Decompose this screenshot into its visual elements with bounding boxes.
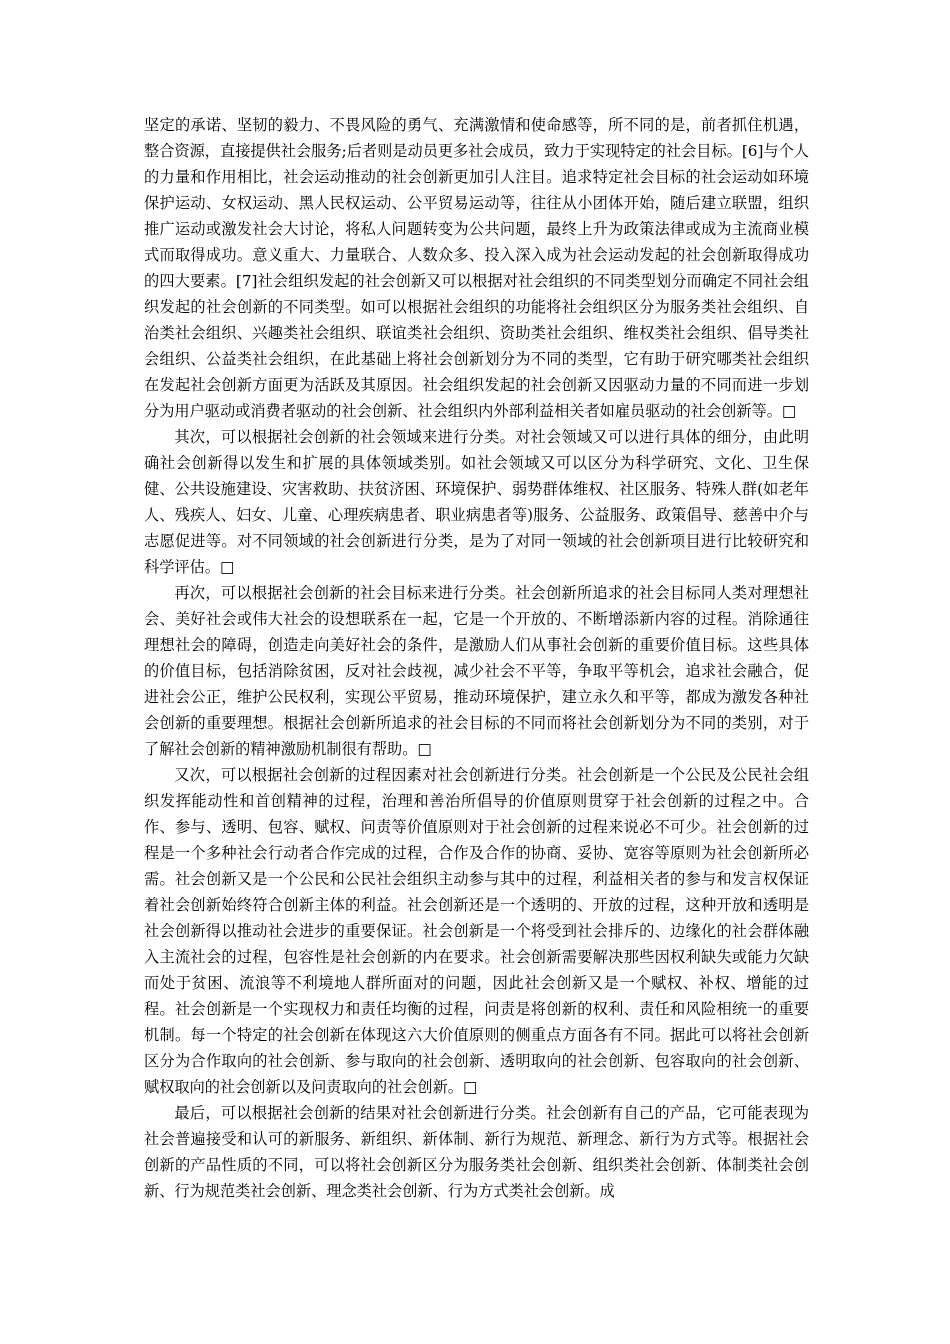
paragraph-2: 其次，可以根据社会创新的社会领域来进行分类。对社会领域又可以进行具体的细分，由此明确社会创新得以发生和扩展的具体领域类别。如社会领域又可以区分为科学研究、文化、卫生保健、公共设施建设、灾害救助、扶贫济困、环境保护、弱势群体维权、社区服务、特殊人群(如老年人、残疾人、妇女、儿童、心理疾病患者、职业病患者等)服务、公益服务、政策倡导、慈善中介与志愿促进等。对不同领域的社会创新进行分类，是为了对同一领域的社会创新项目进行比较研究和科学评估。□ xyxy=(144,428,809,576)
paragraph-4: 又次，可以根据社会创新的过程因素对社会创新进行分类。社会创新是一个公民及公民社会组织发挥能动性和首创精神的过程，治理和善治所倡导的价值原则贯穿于社会创新的过程之中。合作、参与、透明、包容、赋权、问责等价值原则对于社会创新的过程来说必不可少。社会创新的过程是一个多种社会行动者合作完成的过程，合作及合作的协商、妥协、宽容等原则为社会创新所必需。社会创新又是一个公民和公民社会组织主动参与其中的过程，利益相关者的参与和发言权保证着社会创新始终符合创新主体的利益。社会创新还是一个透明的、开放的过程，这种开放和透明是社会创新得以推动社会进步的重要保证。社会创新是一个将受到社会排斥的、边缘化的社会群体融入主流社会的过程，包容性是社会创新的内在要求。社会创新需要解决那些因权利缺失或能力欠缺而处于贫困、流浪等不利境地人群所面对的问题，因此社会创新又是一个赋权、补权、增能的过程。社会创新是一个实现权力和责任均衡的过程，问责是将创新的权利、责任和风险相统一的重要机制。每一个特定的社会创新在体现这六大价值原则的侧重点方面各有不同。据此可以将社会创新区分为合作取向的社会创新、参与取向的社会创新、透明取向的社会创新、包容取向的社会创新、赋权取向的社会创新以及问责取向的社会创新。□ xyxy=(144,766,809,1096)
paragraph-5: 最后，可以根据社会创新的结果对社会创新进行分类。社会创新有自己的产品，它可能表现为社会普遍接受和认可的新服务、新组织、新体制、新行为规范、新理念、新行为方式等。根据社会创新的产品性质的不同，可以将社会创新区分为服务类社会创新、组织类社会创新、体制类社会创新、行为规范类社会创新、理念类社会创新、行为方式类社会创新。成 xyxy=(144,1104,809,1200)
paragraph-1: 坚定的承诺、坚韧的毅力、不畏风险的勇气、充满激情和使命感等，所不同的是，前者抓住机遇，整合资源，直接提供社会服务;后者则是动员更多社会成员，致力于实现特定的社会目标。[6]与个人的力量和作用相比，社会运动推动的社会创新更加引人注目。追求特定社会目标的社会运动如环境保护运动、女权运动、黑人民权运动、公平贸易运动等，往往从小团体开始，随后建立联盟，组织推广运动或激发社会大讨论，将私人问题转变为公共问题，最终上升为政策法律或成为主流商业模式而取得成功。意义重大、力量联合、人数众多、投入深入成为社会运动发起的社会创新取得成功的四大要素。[7]社会组织发起的社会创新又可以根据对社会组织的不同类型划分而确定不同社会组织发起的社会创新的不同类型。如可以根据社会组织的功能将社会组织区分为服务类社会组织、自治类社会组织、兴趣类社会组织、联谊类社会组织、资助类社会组织、维权类社会组织、倡导类社会组织、公益类社会组织，在此基础上将社会创新划分为不同的类型，它有助于研究哪类社会组织在发起社会创新方面更为活跃及其原因。社会组织发起的社会创新又因驱动力量的不同而进一步划分为用户驱动或消费者驱动的社会创新、社会组织内外部利益相关者如雇员驱动的社会创新等。□ xyxy=(144,116,809,420)
paragraph-3: 再次，可以根据社会创新的社会目标来进行分类。社会创新所追求的社会目标同人类对理想社会、美好社会或伟大社会的设想联系在一起，它是一个开放的、不断增添新内容的过程。消除通往理想社会的障碍，创造走向美好社会的条件，是激励人们从事社会创新的重要价值目标。这些具体的价值目标，包括消除贫困，反对社会歧视，减少社会不平等，争取平等机会，追求社会融合，促进社会公正，维护公民权利，实现公平贸易，推动环境保护，建立永久和平等，都成为激发各种社会创新的重要理想。根据社会创新所追求的社会目标的不同而将社会创新划分为不同的类别，对于了解社会创新的精神激励机制很有帮助。□ xyxy=(144,584,809,758)
document-body xyxy=(144,112,809,1204)
